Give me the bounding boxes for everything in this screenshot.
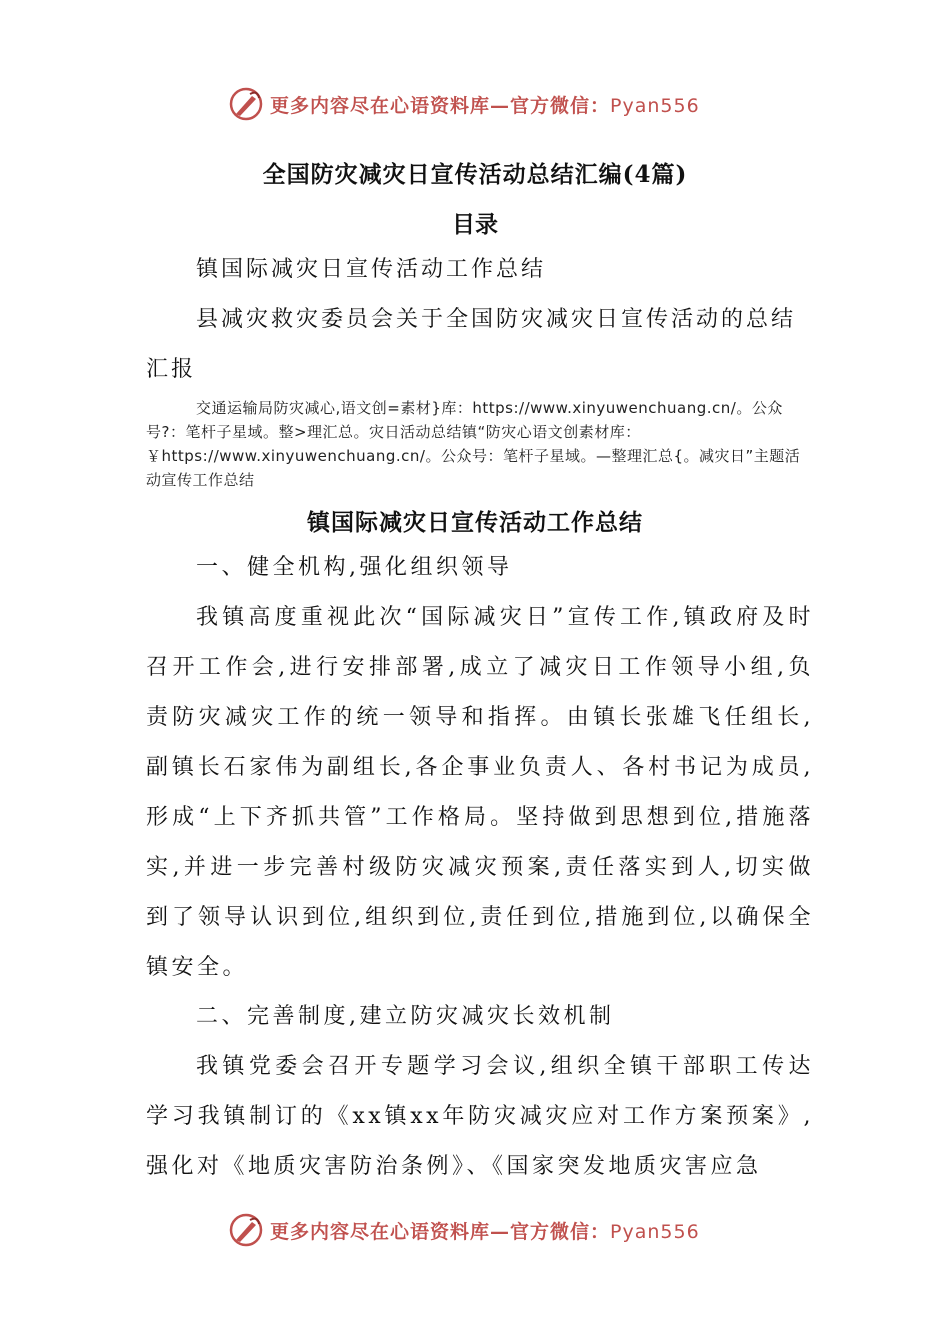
toc-item-2[interactable]: 县减灾救灾委员会关于全国防灾减灾日宣传活动的总结汇报 — [146, 307, 797, 382]
document-title: 全国防灾减灾日宣传活动总结汇编(4篇) — [262, 161, 688, 188]
subheading-2: 二、完善制度,建立防灾减灾长效机制 — [196, 1004, 615, 1029]
section-title: 镇国际减灾日宣传活动工作总结 — [307, 509, 643, 536]
paragraph-2: 我镇党委会召开专题学习会议,组织全镇干部职工传达学习我镇制订的《xx镇xx年防灾减灾应对工作方案预案》,强化对《地质灾害防治条例》、《国家突发地质灾害应急 — [146, 1054, 814, 1179]
watermark-text: 更多内容尽在心语资料库—官方微信：Pyan556 — [270, 1220, 700, 1243]
garbled-text-block: 交通运输局防灾减心,语文创=素材}库：https://www.xinyuwenchuang.cn/。公众号?：笔杆子星域。整>理汇总。灾日活动总结镇“防灾心语文创素材库：￥https://www.xinyuwenchuang.cn/。公众号：笔杆子星域。—整理汇总{。减灾日”主题活动宣传工作总结 — [146, 399, 801, 489]
pen-logo-icon — [228, 86, 264, 122]
paragraph-1: 我镇高度重视此次“国际减灾日”宣传工作,镇政府及时召开工作会,进行安排部署,成立了减灾日工作领导小组,负责防灾减灾工作的统一领导和指挥。由镇长张雄飞任组长,副镇长石家伟为副组长,各企事业负责人、各村书记为成员,形成“上下齐抓共管”工作格局。坚持做到思想到位,措施落实,并进一步完善村级防灾减灾预案,责任落实到人,切实做到了领导认识到位,组织到位,责任到位,措施到位,以确保全镇安全。 — [146, 605, 814, 980]
watermark-banner-bottom — [228, 1210, 748, 1250]
pen-logo-icon — [228, 1212, 264, 1248]
watermark-banner-top — [228, 84, 748, 124]
toc-heading: 目录 — [452, 211, 498, 238]
subheading-1: 一、健全机构,强化组织领导 — [196, 555, 513, 580]
watermark-text: 更多内容尽在心语资料库—官方微信：Pyan556 — [270, 94, 700, 117]
toc-item-1[interactable]: 镇国际减灾日宣传活动工作总结 — [196, 257, 547, 282]
